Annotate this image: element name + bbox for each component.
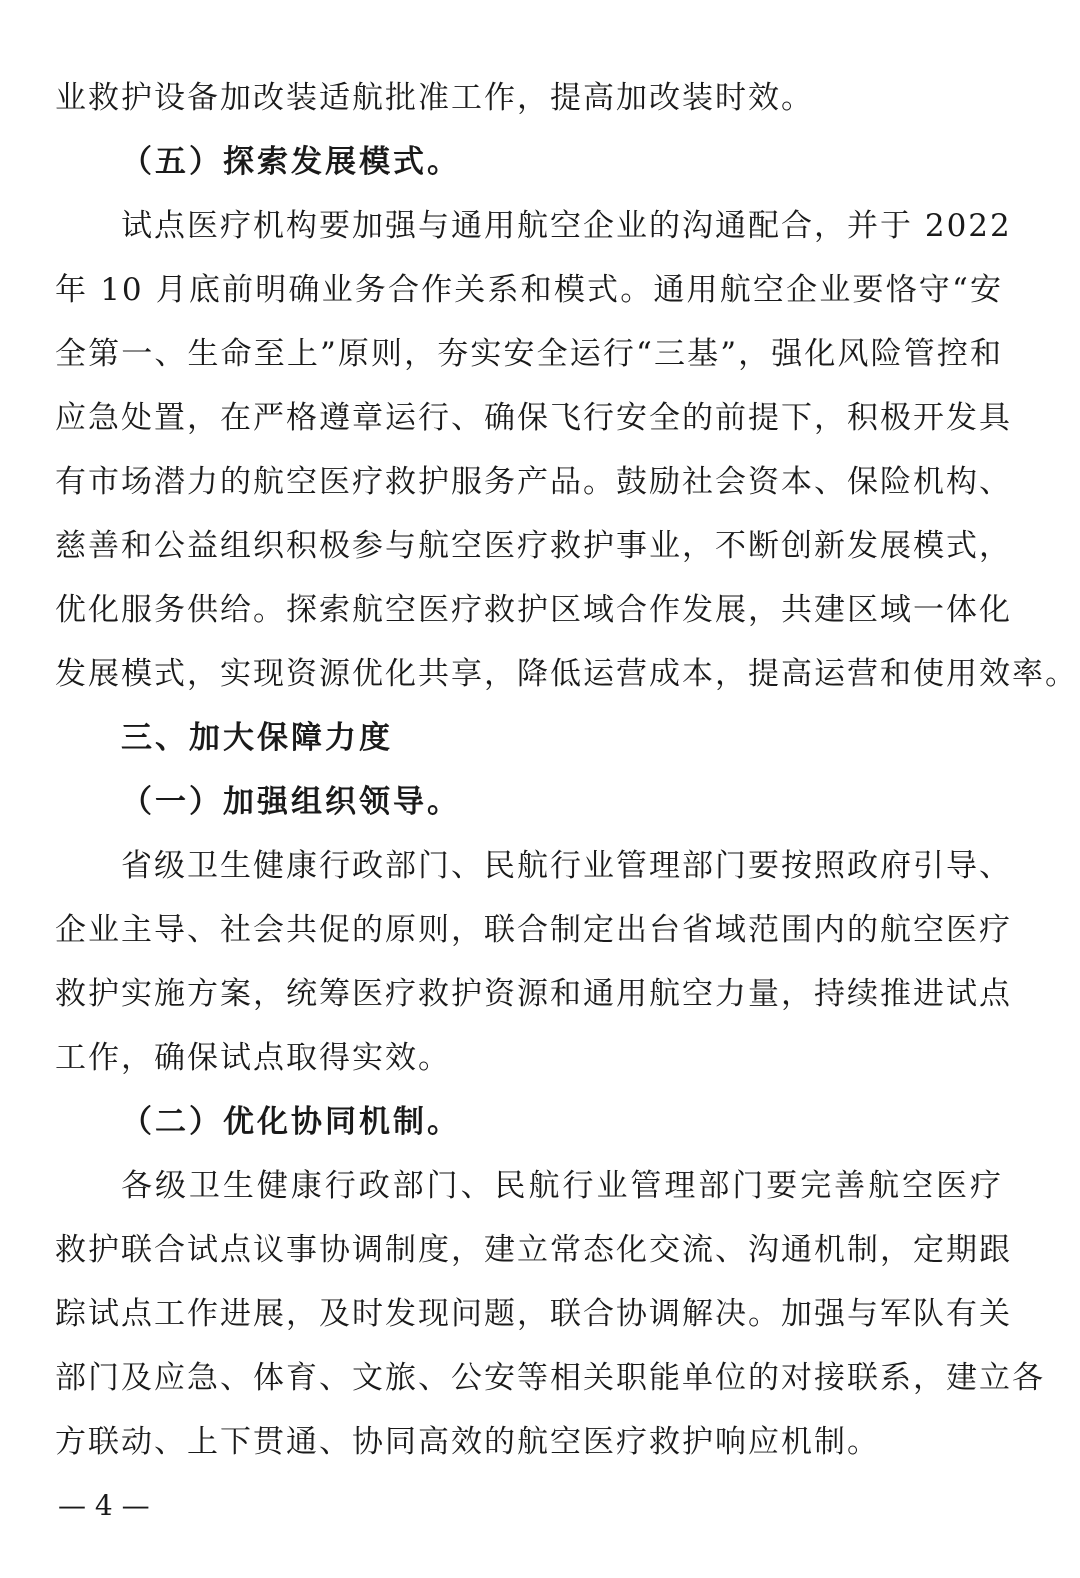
text-line-7: 有市场潜力的航空医疗救护服务产品。鼓励社会资本、保险机构、 [55,464,1012,500]
text-line-13: 省级卫生健康行政部门、民航行业管理部门要按照政府引导、 [121,848,1012,884]
text-line-15: 救护实施方案，统筹医疗救护资源和通用航空力量，持续推进试点 [55,976,1012,1012]
section-heading-1: （一）加强组织领导。 [121,784,461,820]
text-line-20: 踪试点工作进展，及时发现问题，联合协调解决。加强与军队有关 [55,1296,1012,1332]
section-heading-2: （二）优化协同机制。 [121,1104,461,1140]
text-line-14: 企业主导、社会共促的原则，联合制定出台省域范围内的航空医疗 [55,912,1012,948]
text-line-4: 年 10 月底前明确业务合作关系和模式。通用航空企业要恪守“安 [55,272,1003,308]
text-line-3: 试点医疗机构要加强与通用航空企业的沟通配合，并于 2022 [121,208,1012,244]
text-line-18: 各级卫生健康行政部门、民航行业管理部门要完善航空医疗 [121,1168,1003,1204]
text-line-1: 业救护设备加改装适航批准工作，提高加改装时效。 [55,80,814,116]
section-heading-5: （五）探索发展模式。 [121,144,461,180]
text-line-21: 部门及应急、体育、文旅、公安等相关职能单位的对接联系，建立各 [55,1360,1045,1396]
text-line-6: 应急处置，在严格遵章运行、确保飞行安全的前提下，积极开发具 [55,400,1012,436]
page-number: — 4 — [58,1489,150,1522]
text-line-9: 优化服务供给。探索航空医疗救护区域合作发展，共建区域一体化 [55,592,1012,628]
chapter-heading-3: 三、加大保障力度 [121,720,393,756]
text-line-22: 方联动、上下贯通、协同高效的航空医疗救护响应机制。 [55,1424,880,1460]
text-line-5: 全第一、生命至上”原则，夯实安全运行“三基”，强化风险管控和 [55,336,1003,372]
text-line-16: 工作，确保试点取得实效。 [55,1040,451,1076]
text-line-8: 慈善和公益组织积极参与航空医疗救护事业，不断创新发展模式， [55,528,1012,564]
text-line-10: 发展模式，实现资源优化共享，降低运营成本，提高运营和使用效率。 [55,656,1078,692]
text-line-19: 救护联合试点议事协调制度，建立常态化交流、沟通机制，定期跟 [55,1232,1012,1268]
